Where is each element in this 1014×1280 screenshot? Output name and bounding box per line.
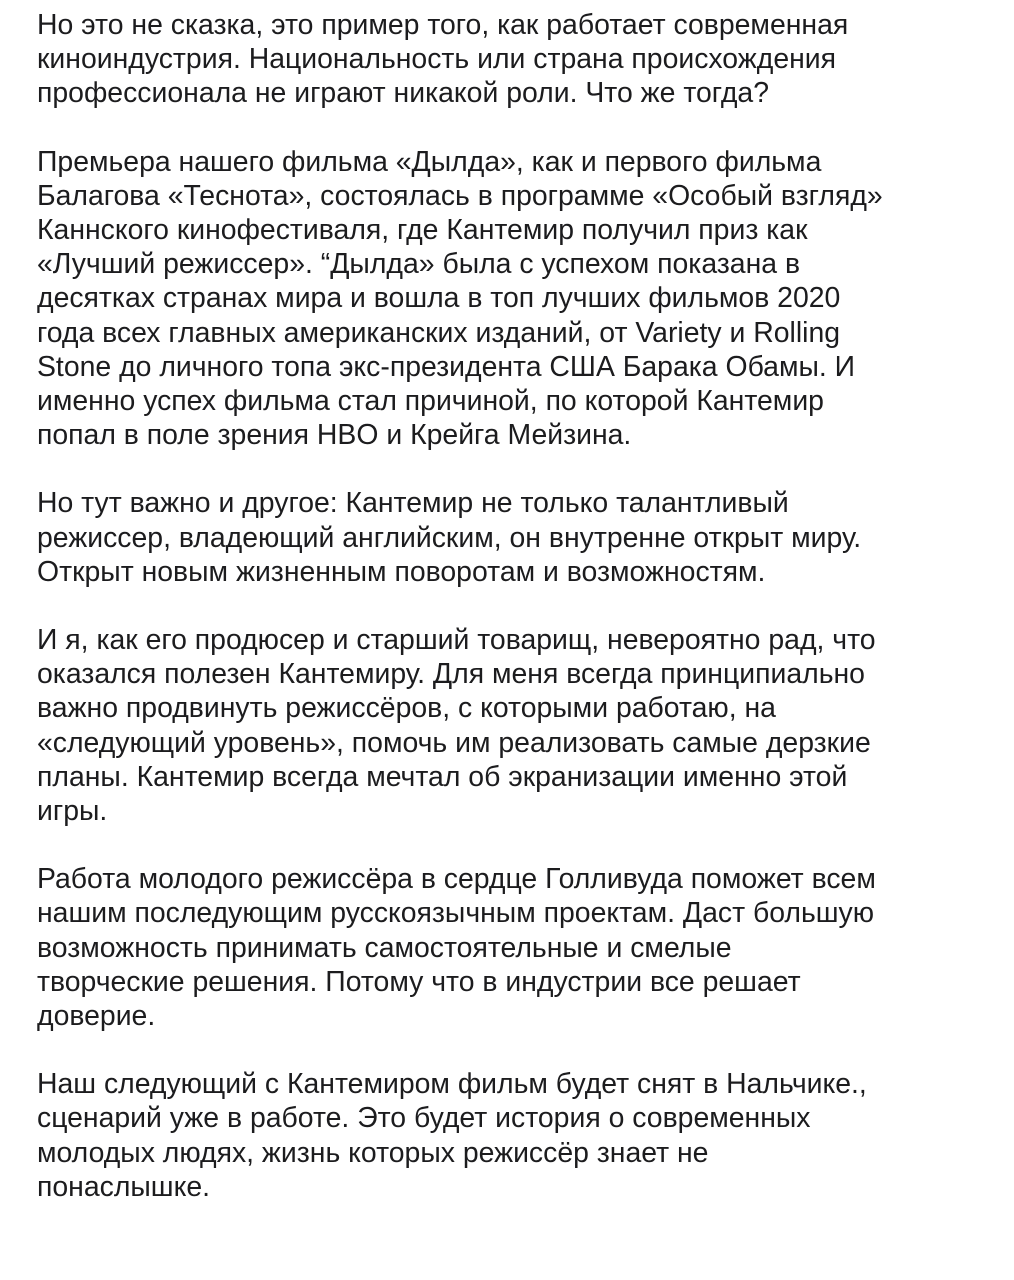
text-line: Работа молодого режиссёра в сердце Голливуда поможет всем — [37, 863, 876, 896]
text-line: Каннского кинофестиваля, где Кантемир получил приз как — [37, 214, 808, 247]
text-line: «Лучший режиссер». “Дылда» была с успехом показана в — [37, 248, 801, 281]
paragraph-6 — [37, 1067, 997, 1204]
paragraph-1 — [37, 8, 997, 111]
text-line: попал в поле зрения HBO и Крейга Мейзина. — [37, 419, 632, 452]
text-line: творческие решения. Потому что в индустрии все решает — [37, 965, 801, 998]
paragraph-3 — [37, 486, 997, 589]
article-text — [37, 8, 997, 1238]
text-line: важно продвинуть режиссёров, с которыми работаю, на — [37, 692, 776, 725]
text-line: доверие. — [37, 1000, 156, 1033]
text-line: десятках странах мира и вошла в топ лучших фильмов 2020 — [37, 282, 841, 315]
text-line: профессионала не играют никакой роли. Что же тогда? — [37, 77, 770, 110]
text-line: Но тут важно и другое: Кантемир не только талантливый — [37, 487, 789, 520]
text-line: киноиндустрия. Национальность или страна происхождения — [37, 43, 837, 76]
paragraph-2 — [37, 145, 997, 453]
text-line: Открыт новым жизненным поворотам и возможностям. — [37, 555, 766, 588]
text-line: Но это не сказка, это пример того, как работает современная — [37, 9, 849, 41]
text-line: нашим последующим русскоязычным проектам. Даст большую — [37, 897, 875, 930]
text-line: игры. — [37, 795, 108, 828]
text-line: сценарий уже в работе. Это будет история о современных — [37, 1102, 811, 1135]
text-line: режиссер, владеющий английским, он внутренне открыт миру. — [37, 521, 862, 554]
text-line: понаслышке. — [37, 1170, 210, 1203]
text-line: Премьера нашего фильма «Дылда», как и первого фильма — [37, 145, 822, 178]
text-line: Stone до личного топа экс-президента США Барака Обамы. И — [37, 350, 856, 383]
paragraph-5 — [37, 862, 997, 1033]
text-line: оказался полезен Кантемиру. Для меня всегда принципиально — [37, 658, 865, 691]
text-line: «следующий уровень», помочь им реализовать самые дерзкие — [37, 726, 871, 759]
text-line: года всех главных американских изданий, от Variety и Rolling — [37, 316, 841, 349]
text-line: Балагова «Теснота», состоялась в программе «Особый взгляд» — [37, 179, 883, 212]
text-line: Наш следующий с Кантемиром фильм будет снят в Нальчике., — [37, 1068, 867, 1101]
paragraph-4 — [37, 623, 997, 828]
text-line: планы. Кантемир всегда мечтал об экранизации именно этой — [37, 760, 848, 793]
text-line: возможность принимать самостоятельные и смелые — [37, 931, 732, 964]
text-line: именно успех фильма стал причиной, по которой Кантемир — [37, 385, 824, 418]
text-line: молодых людях, жизнь которых режиссёр знает не — [37, 1136, 709, 1169]
text-line: И я, как его продюсер и старший товарищ, невероятно рад, что — [37, 624, 876, 657]
